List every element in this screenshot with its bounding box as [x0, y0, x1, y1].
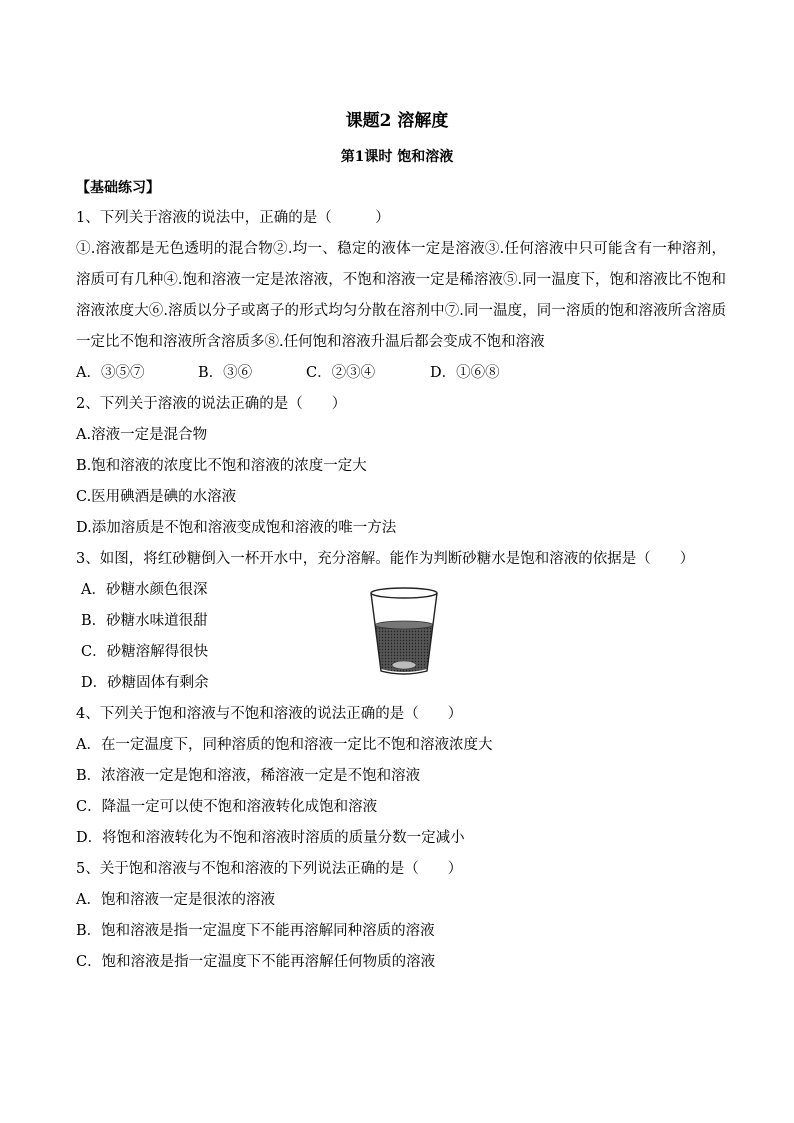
q2-option-c: C.医用碘酒是碘的水溶液 — [76, 489, 237, 505]
q1-options — [76, 358, 726, 389]
q5-option-a: A．饱和溶液一定是很浓的溶液 — [76, 892, 275, 908]
q2-option-b: B.饱和溶液的浓度比不饱和溶液的浓度一定大 — [76, 458, 367, 474]
q4-stem: 4、下列关于饱和溶液与不饱和溶液的说法正确的是（ ） — [76, 706, 463, 722]
q1-stem: 1、下列关于溶液的说法中，正确的是（ ） — [76, 210, 390, 226]
section-heading: 【基础练习】 — [76, 180, 160, 196]
q3-option-c: C．砂糖溶解得很快 — [81, 644, 209, 660]
q1-option-b: B．③⑥ — [198, 365, 253, 381]
q5-option-b: B．饱和溶液是指一定温度下不能再溶解同种溶质的溶液 — [76, 923, 435, 939]
q2-stem: 2、下列关于溶液的说法正确的是（ ） — [76, 396, 347, 412]
q3-options-with-figure — [76, 575, 726, 699]
questions-body — [76, 203, 726, 978]
q4-option-c: C．降温一定可以使不饱和溶液转化成饱和溶液 — [76, 799, 378, 815]
lesson-subtitle: 第1课时 饱和溶液 — [340, 149, 454, 165]
q1-option-d: D．①⑥⑧ — [430, 365, 500, 381]
lesson-title: 课题2 溶解度 — [345, 111, 449, 131]
q3-option-d: D．砂糖固体有剩余 — [81, 675, 209, 691]
q1-option-c: C．②③④ — [306, 365, 376, 381]
q5-stem: 5、关于饱和溶液与不饱和溶液的下列说法正确的是（ ） — [76, 861, 463, 877]
q1-option-a: A．③⑤⑦ — [76, 365, 145, 381]
q2-option-d: D.添加溶质是不饱和溶液变成饱和溶液的唯一方法 — [76, 520, 397, 536]
q4-option-b: B．浓溶液一定是饱和溶液，稀溶液一定是不饱和溶液 — [76, 768, 421, 784]
q2-option-a: A.溶液一定是混合物 — [76, 427, 208, 443]
q4-option-a: A．在一定温度下，同种溶质的饱和溶液一定比不饱和溶液浓度大 — [76, 737, 493, 753]
q3-option-b: B．砂糖水味道很甜 — [81, 613, 208, 629]
q4-option-d: D．将饱和溶液转化为不饱和溶液时溶质的质量分数一定减小 — [76, 830, 465, 846]
q1-statements: ①.溶液都是无色透明的混合物②.均一、稳定的液体一定是溶液③.任何溶液中只可能含有一种溶剂，溶质可有几种④.饱和溶液一定是浓溶液，不饱和溶液一定是稀溶液⑤.同一温度下，饱和溶液比不饱和溶液浓度大⑥.溶质以分子或离子的形式均匀分散在溶剂中⑦.同一温度，同一溶质的饱和溶液所含溶质一定比不饱和溶液所含溶质多⑧.任何饱和溶液升温后都会变成不饱和溶液 — [76, 241, 726, 350]
beaker-figure — [369, 585, 439, 677]
q3-option-a: A．砂糖水颜色很深 — [81, 582, 208, 598]
q3-stem: 3、如图，将红砂糖倒入一杯开水中，充分溶解。能作为判断砂糖水是饱和溶液的依据是（ ） — [76, 551, 695, 567]
q5-option-c: C．饱和溶液是指一定温度下不能再溶解任何物质的溶液 — [76, 954, 436, 970]
